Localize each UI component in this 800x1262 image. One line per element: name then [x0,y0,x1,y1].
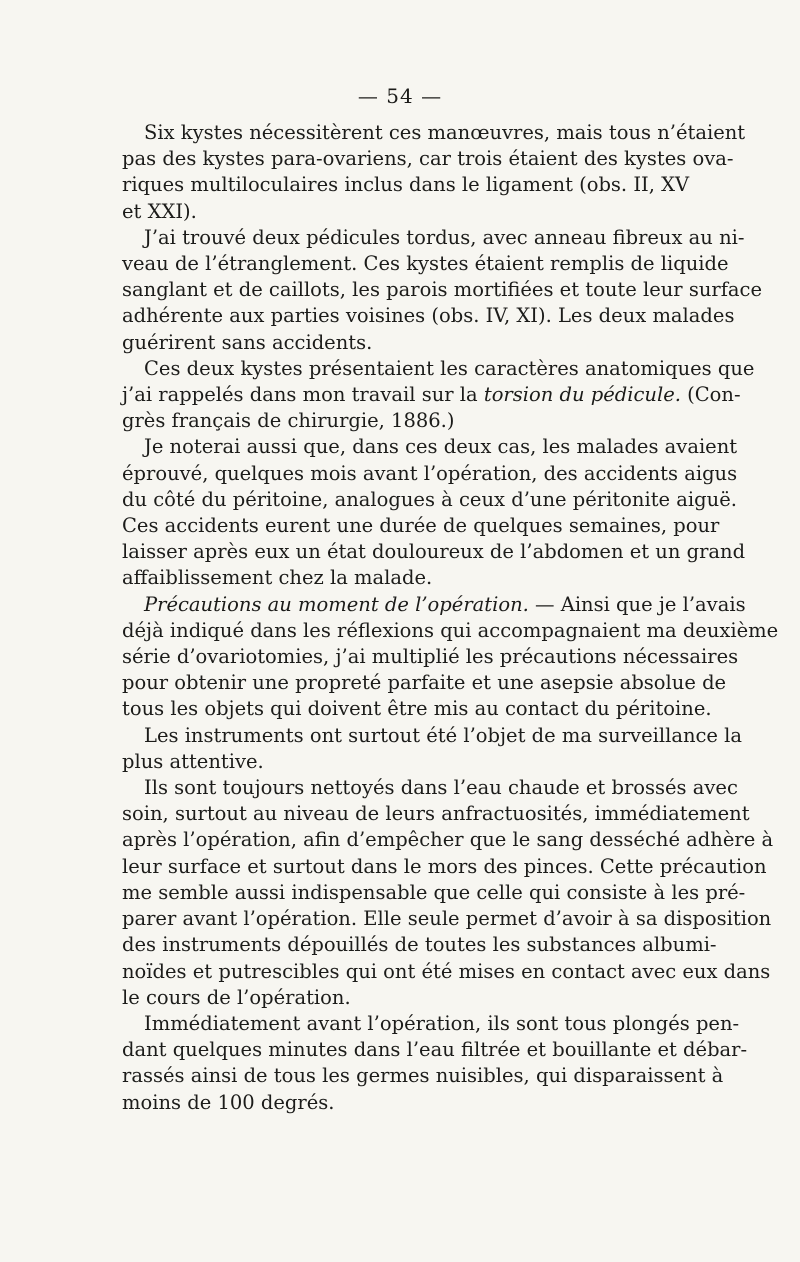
text-run: éprouvé, quelques mois avant l’opération, des accidents aigus [122,461,738,485]
text-run: Je noterai aussi que, dans ces deux cas, les malades avaient [144,435,738,459]
text-line [122,592,746,618]
text-line [122,277,763,303]
text-run: veau de l’étranglement. Ces kystes étaient remplis de liquide [122,252,729,276]
text-run: Six kystes nécessitèrent ces manœuvres, mais tous n’étaient [144,121,746,144]
text-line [122,1037,748,1063]
text-run: Ces deux kystes présentaient les caractères anatomiques que [144,356,755,380]
text-run: grès français de chirurgie, 1886.) [122,409,455,433]
text-run: (Con- [680,383,741,407]
text-run: J’ai trouvé deux pédicules tordus, avec anneau fibreux au ni- [144,225,745,249]
text-run: pour obtenir une propreté parfaite et une asepsie absolue de [122,671,727,695]
text-run: et XXI). [122,199,197,223]
text-run: guérirent sans accidents. [122,330,373,354]
text-line [122,146,734,172]
text-line [122,461,738,487]
text-line [122,487,737,513]
text-run: laisser après eux un état douloureux de l’abdomen et un grand [122,540,746,564]
text-line [122,696,712,722]
text-line [122,906,772,932]
text-run: déjà indiqué dans les réflexions qui accompagnaient ma deuxième [122,618,779,642]
text-run: après l’opération, afin d’empêcher que le sang desséché adhère à [122,828,774,852]
text-line [122,932,717,958]
text-run: moins de 100 degrés. [122,1090,335,1114]
text-line [122,618,779,644]
text-line [122,120,746,146]
text-line [122,330,678,356]
text-line [122,356,755,382]
text-run: adhérente aux parties voisines (obs. IV, XI). Les deux malades [122,304,735,328]
text-line [122,827,774,853]
text-run: Les instruments ont surtout été l’objet de ma surveillance la [144,723,743,747]
text-line [122,303,735,329]
text-line [122,801,750,827]
text-line [122,172,690,198]
text-run: riques multiloculaires inclus dans le ligament (obs. II, XV [122,173,690,197]
text-line [122,644,739,670]
text-run: plus attentive. [122,749,264,773]
text-line [122,1011,740,1037]
text-line [122,749,678,775]
text-line [122,225,745,251]
text-run: rassés ainsi de tous les germes nuisibles, qui disparaissent à [122,1064,724,1088]
text-line [122,959,771,985]
text-run: affaiblissement chez la malade. [122,566,433,590]
text-line [122,723,743,749]
text-run: des instruments dépouillés de toutes les substances albumi- [122,933,717,957]
text-run: Ils sont toujours nettoyés dans l’eau chaude et brossés avec [144,776,738,800]
text-line [122,539,746,565]
text-line [122,1090,678,1116]
text-line [122,1063,724,1089]
page-number: — 54 — [357,84,443,108]
text-run: sanglant et de caillots, les parois mortifiées et toute leur surface [122,278,763,302]
text-run: j’ai rappelés dans mon travail sur la [122,383,484,407]
text-run: pas des kystes para-ovariens, car trois étaient des kystes ova- [122,147,734,171]
text-line [122,985,678,1011]
text-run: Ces accidents eurent une durée de quelques semaines, pour [122,514,720,538]
text-line [122,408,678,434]
body-text [122,120,779,1116]
text-line [122,670,727,696]
text-run: du côté du péritoine, analogues à ceux d’une péritonite aiguë. [122,487,737,511]
text-line [122,775,738,801]
text-run: noïdes et putrescibles qui ont été mises en contact avec eux dans [122,959,771,983]
text-line [122,854,767,880]
text-line [122,199,678,225]
text-run: soin, surtout au niveau de leurs anfractuosités, immédiatement [122,802,750,826]
text-line [122,880,746,906]
text-run: série d’ovariotomies, j’ai multiplié les précautions nécessaires [122,645,739,669]
text-run: tous les objets qui doivent être mis au contact du péritoine. [122,697,712,721]
text-run: — Ainsi que je l’avais [528,592,746,616]
text-line [122,382,741,408]
text-run: me semble aussi indispensable que celle qui consiste à les pré- [122,880,746,904]
text-run: parer avant l’opération. Elle seule permet d’avoir à sa disposition [122,907,772,931]
text-run: Immédiatement avant l’opération, ils sont tous plongés pen- [144,1011,740,1035]
text-line [122,513,720,539]
text-line [122,434,738,460]
text-run: dant quelques minutes dans l’eau filtrée et bouillante et débar- [122,1038,748,1062]
italic-text: Précautions au moment de l’opération. [144,592,529,616]
text-run: leur surface et surtout dans le mors des pinces. Cette précaution [122,854,767,878]
italic-text: torsion du pédicule. [483,383,681,407]
text-line [122,251,729,277]
text-run: le cours de l’opération. [122,985,351,1009]
text-line [122,565,678,591]
